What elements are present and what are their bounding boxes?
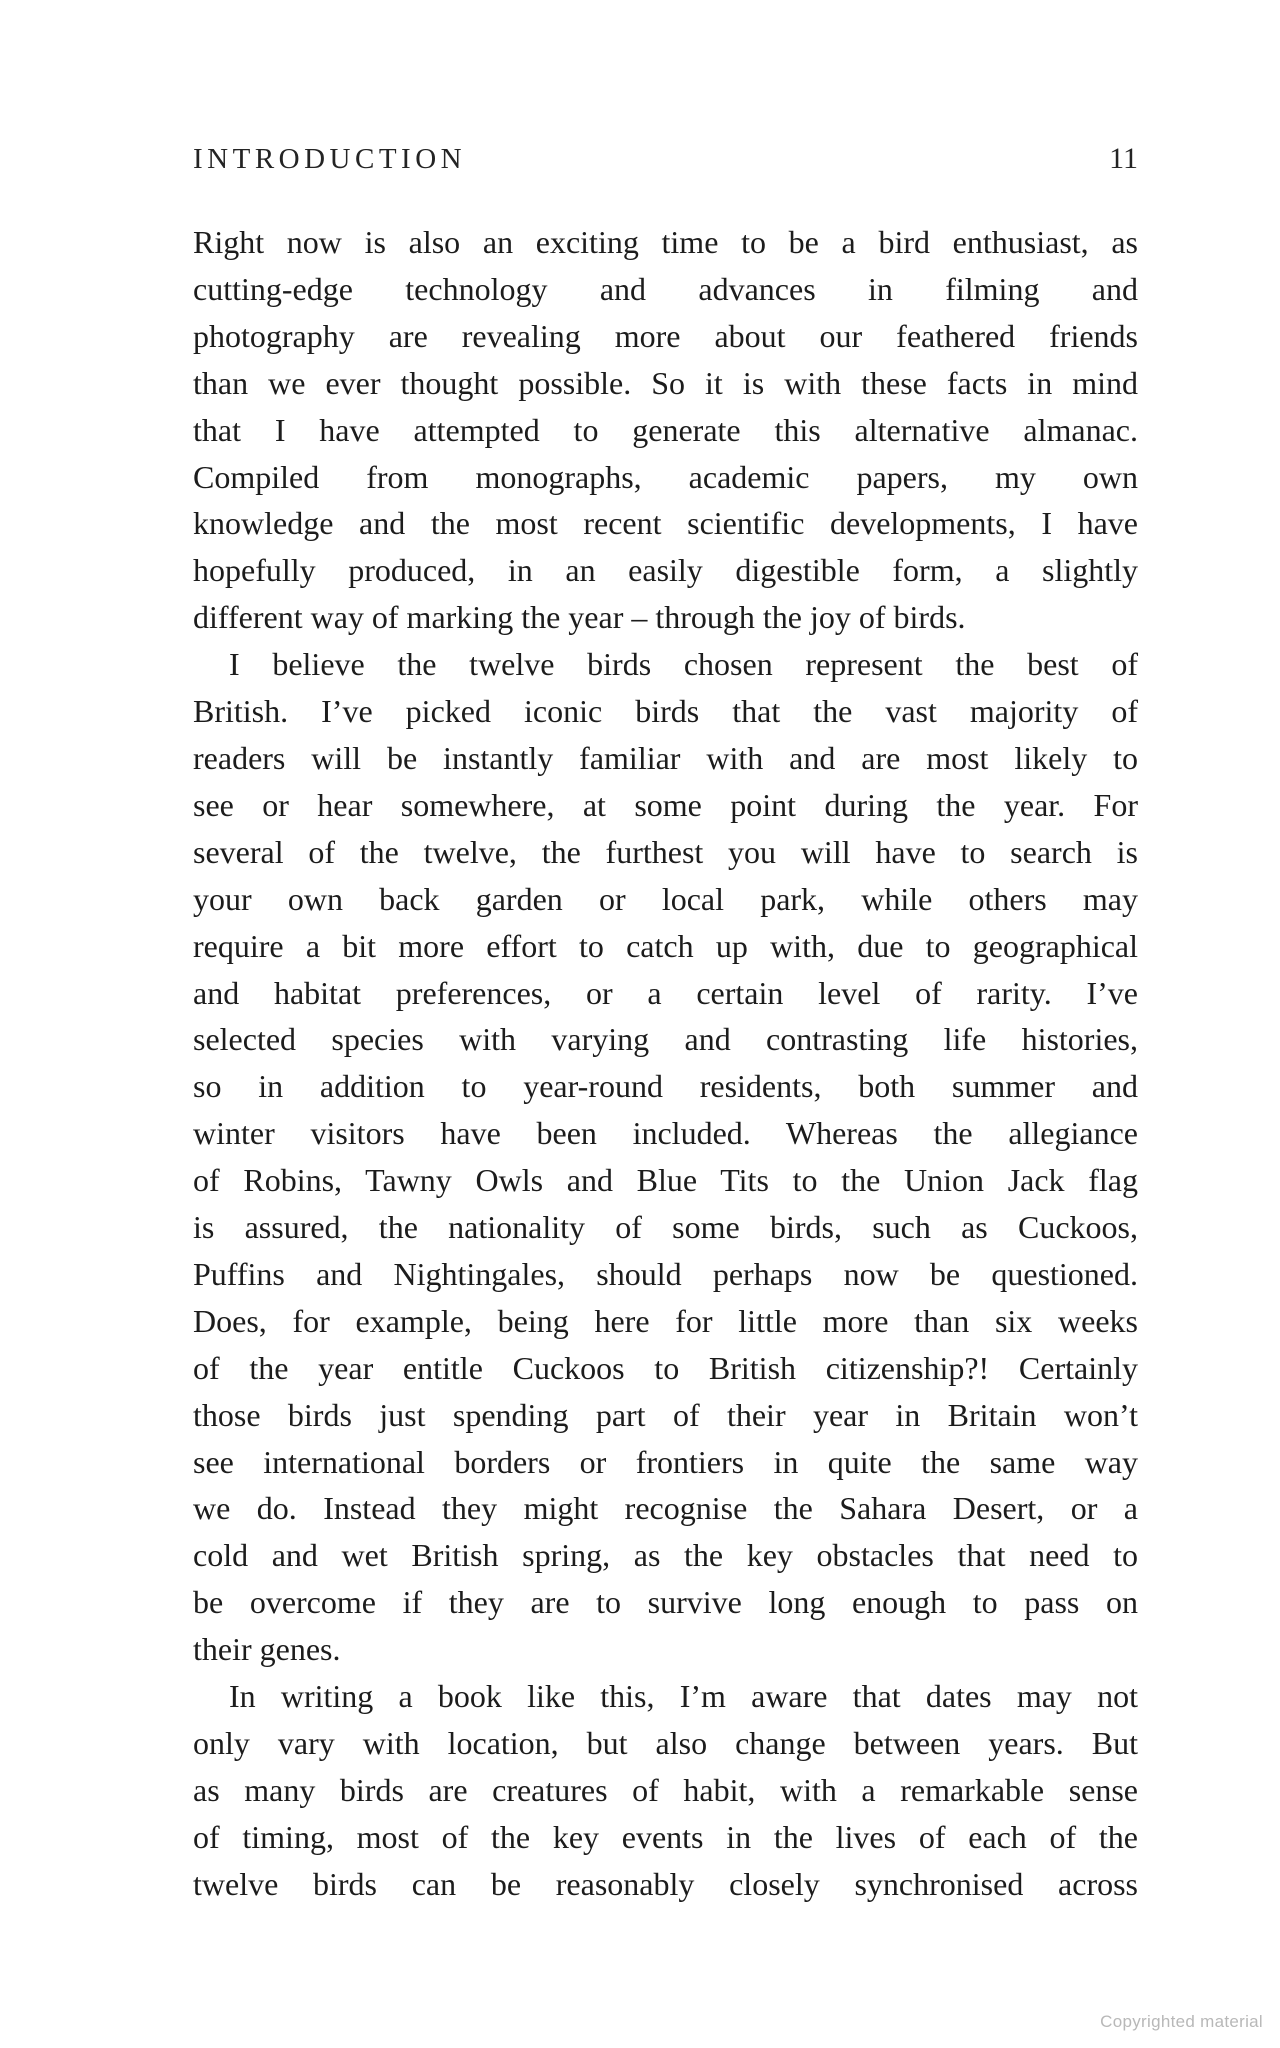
text-line: and habitat preferences, or a certain level of rarity. I’ve bbox=[193, 974, 1138, 1011]
text-line: those birds just spending part of their year in Britain won’t bbox=[193, 1396, 1138, 1433]
running-head: INTRODUCTION bbox=[193, 143, 467, 175]
text-line: see or hear somewhere, at some point during the year. For bbox=[193, 786, 1138, 823]
text-line: several of the twelve, the furthest you will have to search is bbox=[193, 833, 1138, 870]
text-line: knowledge and the most recent scientific developments, I have bbox=[193, 505, 1138, 542]
text-line: of Robins, Tawny Owls and Blue Tits to the Union Jack flag bbox=[193, 1162, 1138, 1199]
text-line: In writing a book like this, I’m aware that dates may not bbox=[229, 1678, 1138, 1715]
text-line: see international borders or frontiers in quite the same way bbox=[193, 1443, 1138, 1480]
text-line: photography are revealing more about our feathered friends bbox=[193, 317, 1138, 354]
text-line: cutting-edge technology and advances in filming and bbox=[193, 270, 1138, 307]
text-line: only vary with location, but also change between years. But bbox=[193, 1725, 1138, 1761]
text-line: Puffins and Nightingales, should perhaps now be questioned. bbox=[193, 1255, 1138, 1292]
text-line: than we ever thought possible. So it is with these facts in mind bbox=[193, 364, 1138, 401]
text-line: so in addition to year-round residents, both summer and bbox=[193, 1068, 1138, 1105]
text-line: be overcome if they are to survive long enough to pass on bbox=[193, 1584, 1138, 1621]
text-line: Right now is also an exciting time to be a bird enthusiast, as bbox=[193, 224, 1138, 260]
text-line: of the year entitle Cuckoos to British citizenship?! Certainly bbox=[193, 1349, 1138, 1386]
text-line: as many birds are creatures of habit, with a remarkable sense bbox=[193, 1771, 1138, 1808]
text-line: readers will be instantly familiar with and are most likely to bbox=[193, 739, 1138, 776]
page-body bbox=[193, 219, 1138, 1908]
text-line: I believe the twelve birds chosen represent the best of bbox=[229, 646, 1138, 683]
text-line: their genes. bbox=[193, 1631, 341, 1668]
text-line: winter visitors have been included. Whereas the allegiance bbox=[193, 1115, 1138, 1152]
text-line: Compiled from monographs, academic papers, my own bbox=[193, 458, 1138, 495]
text-line: different way of marking the year – through the joy of birds. bbox=[193, 599, 966, 636]
text-line: we do. Instead they might recognise the Sahara Desert, or a bbox=[193, 1490, 1138, 1527]
text-line: twelve birds can be reasonably closely synchronised across bbox=[193, 1865, 1138, 1902]
text-line: require a bit more effort to catch up with, due to geographical bbox=[193, 927, 1138, 964]
text-line: Does, for example, being here for little more than six weeks bbox=[193, 1302, 1138, 1339]
page-number: 11 bbox=[1109, 142, 1138, 175]
text-line: that I have attempted to generate this alternative almanac. bbox=[193, 411, 1138, 448]
text-line: British. I’ve picked iconic birds that the vast majority of bbox=[193, 693, 1138, 730]
text-line: selected species with varying and contrasting life histories, bbox=[193, 1021, 1138, 1058]
copyright-watermark: Copyrighted material bbox=[1100, 2012, 1263, 2031]
text-line: of timing, most of the key events in the lives of each of the bbox=[193, 1818, 1138, 1855]
text-line: hopefully produced, in an easily digestible form, a slightly bbox=[193, 552, 1138, 589]
text-line: your own back garden or local park, while others may bbox=[193, 880, 1138, 917]
page-header bbox=[193, 144, 1138, 174]
text-line: is assured, the nationality of some birds, such as Cuckoos, bbox=[193, 1209, 1138, 1246]
text-line: cold and wet British spring, as the key obstacles that need to bbox=[193, 1537, 1138, 1574]
